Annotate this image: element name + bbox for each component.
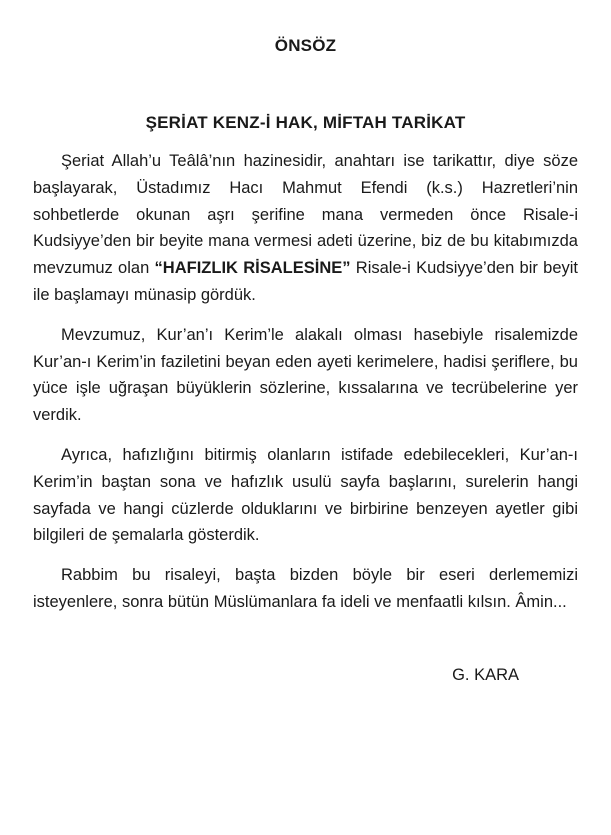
section-title: ŞERİAT KENZ-İ HAK, MİFTAH TARİKAT: [145, 113, 466, 132]
paragraph-1-text-start: Şeriat Allah’u Teâlâ’nın hazinesidir, anahtarı ise tarikattır, diye söze başlayarak, Üstadımız Hacı Mahmut Efendi (k.s.) Hazretleri’nin sohbetlerde okunan aşrı şerifine mana vermeden önce Risale-i Kudsiyye’den bir beyite mana vermesi adeti üzerine, biz de bu kitabımızda mevzumuz olan: [33, 152, 578, 278]
paragraph-2: Mevzumuz, Kur’an’ı Kerim’le alakalı olması hasebiyle risalemizde Kur’an-ı Kerim’in faziletini beyan eden ayeti kerimelere, hadisi şeriflere, bu yüce işle uğraşan büyüklerin sözlerine, kıssalarına ve tecrübelerine yer verdik.: [33, 325, 578, 425]
paragraph-4: Rabbim bu risaleyi, başta bizden böyle bir eseri derlememizi isteyenlere, sonra bütün Müslümanlara fa ideli ve menfaatli kılsın. Âmin...: [33, 566, 578, 611]
preface-body: [33, 148, 578, 629]
author-signature: G. KARA: [452, 666, 519, 684]
book-title-emphasis: “HAFIZLIK RİSALESİNE”: [154, 259, 351, 278]
paragraph-1-text-end: Risale-i Kudsiyye’den bir beyit ile başlamayı münasip gördük.: [33, 259, 579, 304]
paragraph-3: Ayrıca, hafızlığını bitirmiş olanların istifade edebilecekleri, Kur’an-ı Kerim’in baştan sona ve hafızlık usulü sayfa başlarını, surelerin hangi sayfada ve hangi cüzlerde olduklarını ve birbirine benzeyen ayetler gibi bilgileri de şemalarla gösterdik.: [33, 445, 578, 545]
paragraph-1: [33, 148, 578, 309]
page-heading: ÖNSÖZ: [274, 36, 337, 55]
